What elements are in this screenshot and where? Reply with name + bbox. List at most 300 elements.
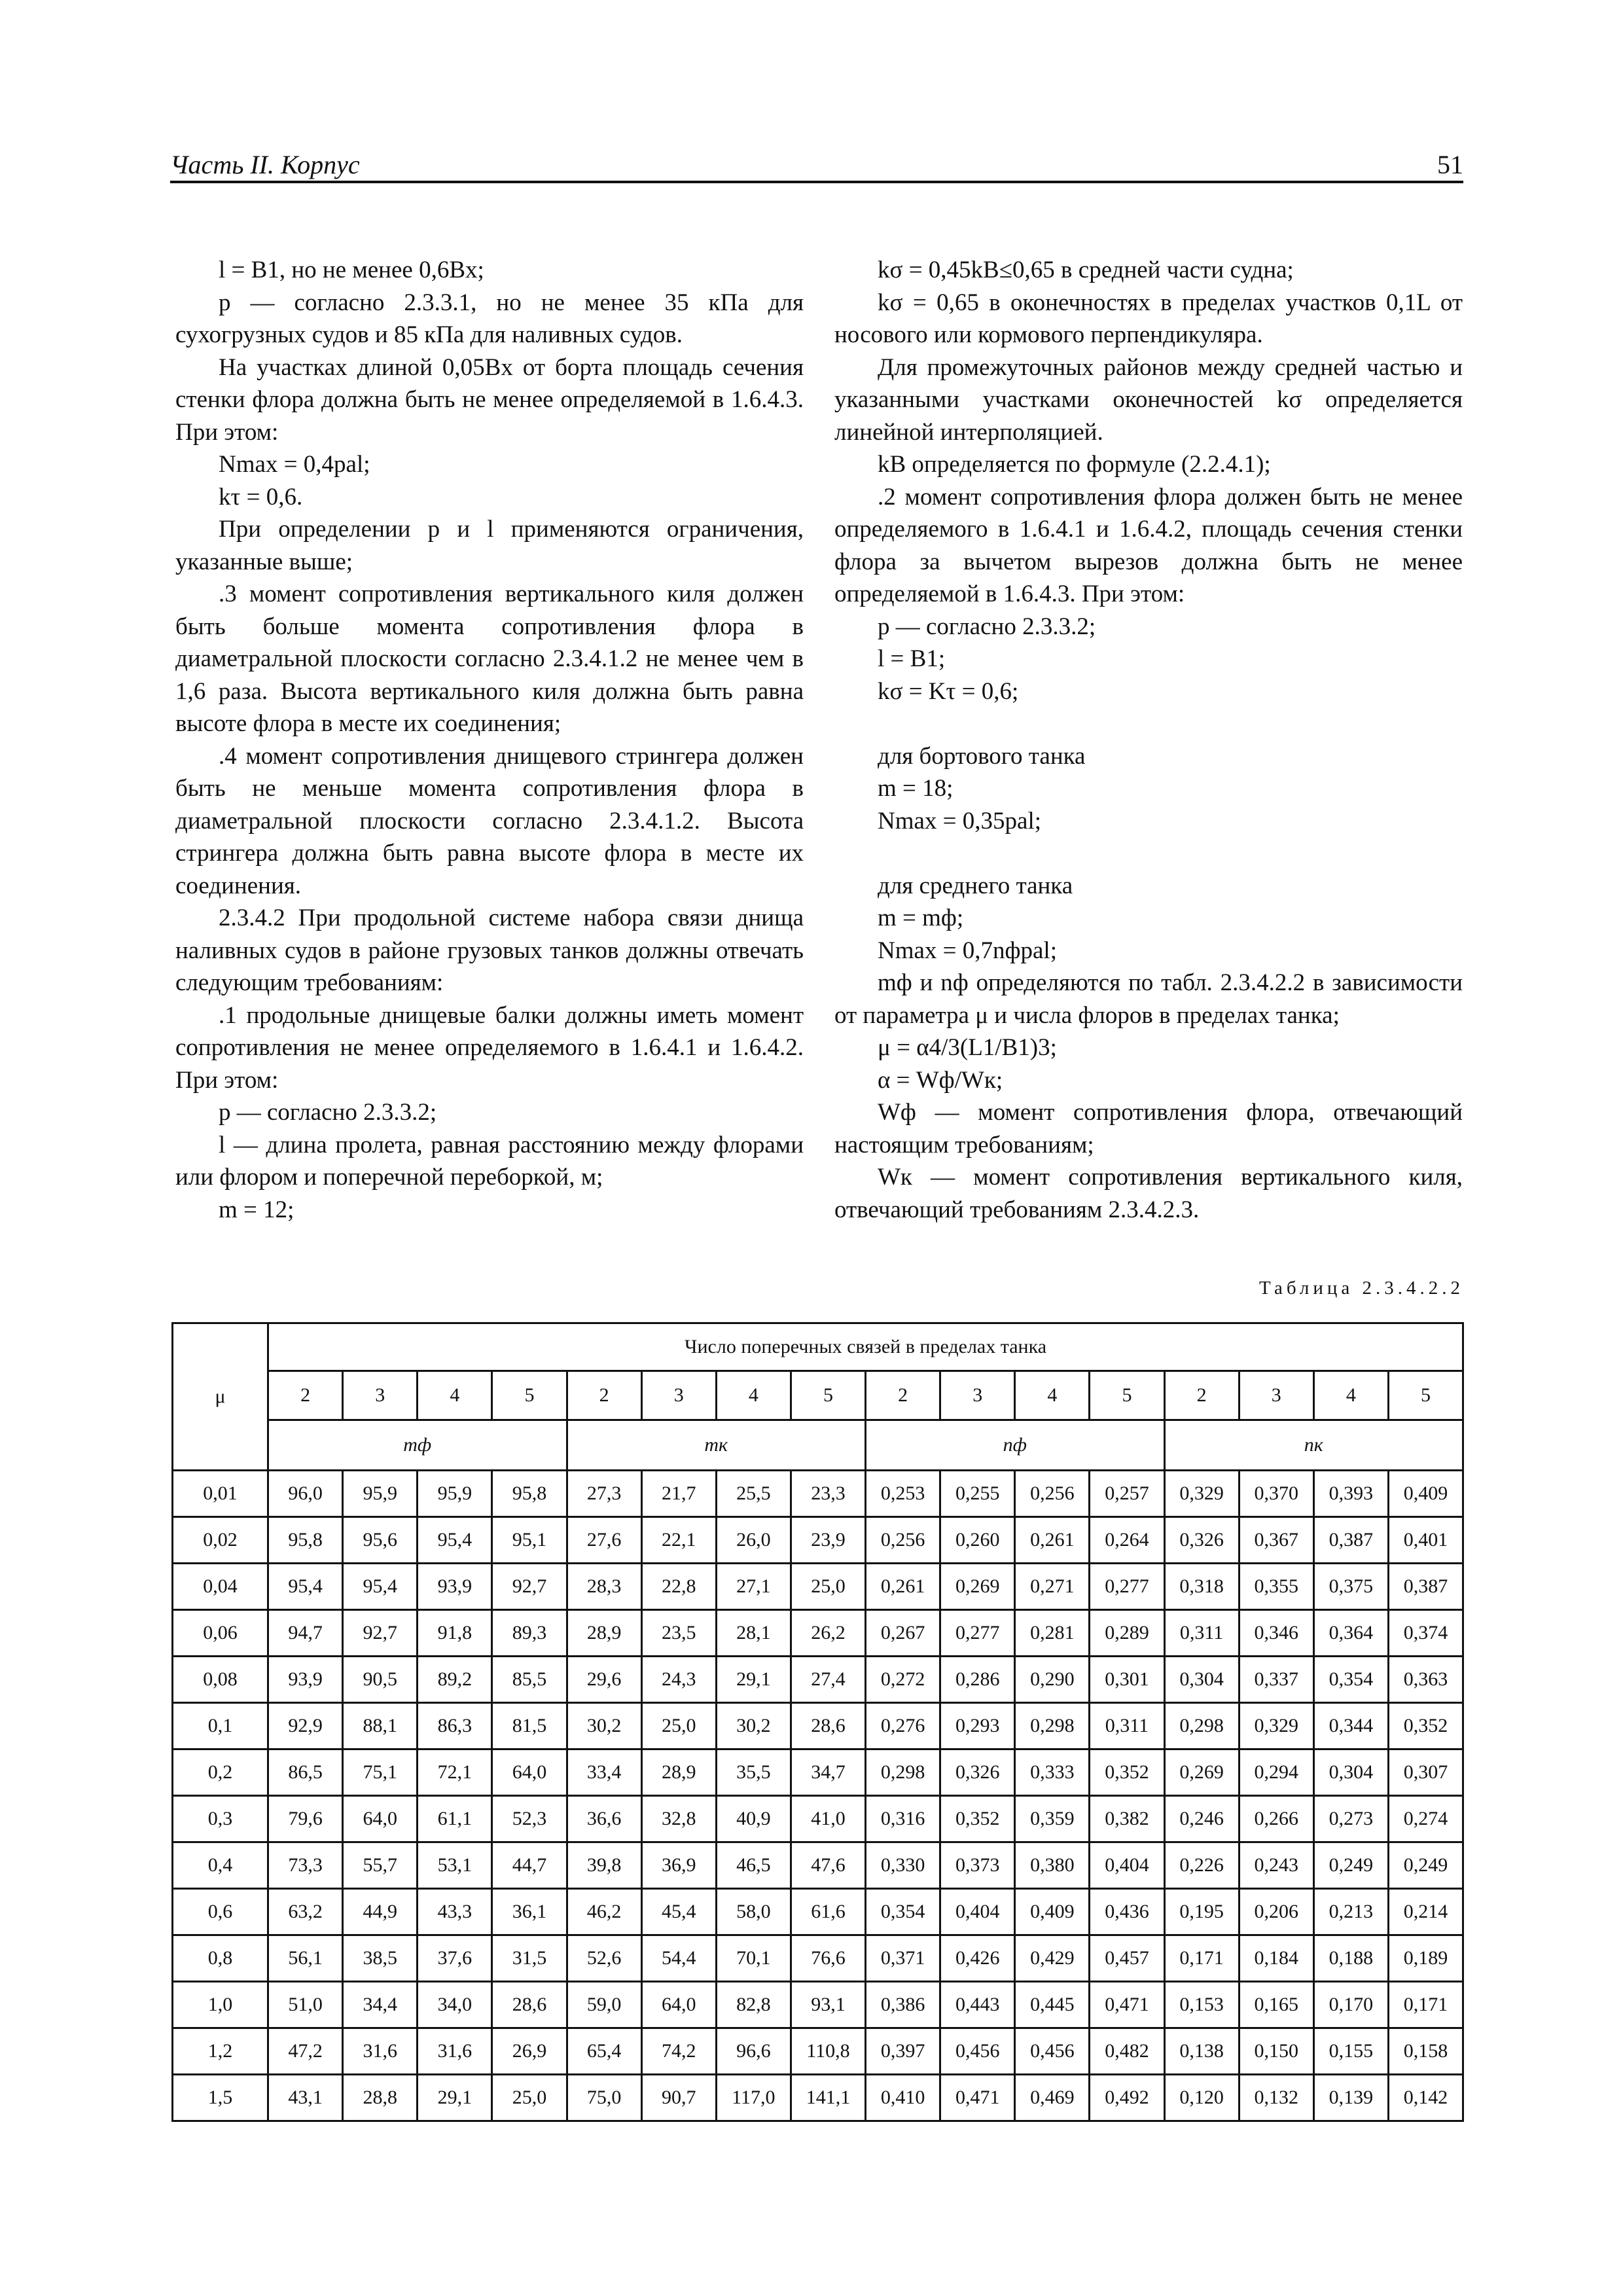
value-cell: 26,9 [492,2028,567,2075]
mu-cell: 0,3 [173,1796,268,1842]
group-header-cell: mк [567,1420,866,1471]
value-cell: 0,290 [1015,1657,1090,1703]
table-row [173,1842,1463,1889]
value-cell: 32,8 [641,1796,716,1842]
paragraph: kB определяется по формуле (2.2.4.1); [878,451,1271,478]
value-cell: 0,281 [1015,1610,1090,1657]
value-cell: 0,492 [1090,2075,1164,2121]
value-cell: 141,1 [791,2075,865,2121]
page-number: 51 [1437,150,1463,179]
value-cell: 0,311 [1090,1703,1164,1749]
value-cell: 28,8 [343,2075,418,2121]
value-cell: 65,4 [567,2028,641,2075]
value-cell: 81,5 [492,1703,567,1749]
value-cell: 0,271 [1015,1564,1090,1610]
value-cell: 0,318 [1164,1564,1239,1610]
mu-header: μ [173,1323,268,1471]
value-cell: 0,138 [1164,2028,1239,2075]
value-cell: 93,9 [418,1564,492,1610]
value-cell: 25,0 [641,1703,716,1749]
paragraph: Nmax = 0,35pal; [878,807,1042,834]
running-title: Часть II. Корпус [170,150,360,179]
value-cell: 0,482 [1090,2028,1164,2075]
paragraph: На участках длиной 0,05Bx от борта площадь сечения стенки флора должна быть не менее определяемой в 1.6.4.3. При этом: [175,353,804,446]
value-cell: 0,471 [940,2075,1015,2121]
value-cell: 0,359 [1015,1796,1090,1842]
value-cell: 34,4 [343,1982,418,2028]
value-cell: 0,471 [1090,1982,1164,2028]
table-row [173,2028,1463,2075]
value-cell: 0,246 [1164,1796,1239,1842]
value-cell: 0,410 [866,2075,940,2121]
paragraph: kσ = Kτ = 0,6; [878,677,1019,705]
value-cell: 0,139 [1313,2075,1388,2121]
value-cell: 28,9 [567,1610,641,1657]
value-cell: 23,9 [791,1517,865,1564]
value-cell: 26,2 [791,1610,865,1657]
value-cell: 0,286 [940,1657,1015,1703]
value-cell: 44,9 [343,1889,418,1935]
value-cell: 30,2 [567,1703,641,1749]
value-cell: 28,1 [716,1610,791,1657]
subheader-cell: 3 [1239,1371,1313,1420]
value-cell: 0,293 [940,1703,1015,1749]
table-row [173,1657,1463,1703]
value-cell: 61,6 [791,1889,865,1935]
table-row [173,1749,1463,1796]
value-cell: 38,5 [343,1935,418,1982]
value-cell: 0,298 [866,1749,940,1796]
value-cell: 0,243 [1239,1842,1313,1889]
value-cell: 0,214 [1388,1889,1463,1935]
paragraph: .3 момент сопротивления вертикального киля должен быть больше момента сопротивления флора в диаметральной плоскости согласно 2.3.4.1.2 не менее чем в 1,6 раза. Высота вертикального киля должна быть равна высоте флора в месте их соединения; [175,581,804,737]
value-cell: 95,8 [268,1517,343,1564]
value-cell: 0,120 [1164,2075,1239,2121]
value-cell: 0,132 [1239,2075,1313,2121]
value-cell: 0,276 [866,1703,940,1749]
value-cell: 95,9 [418,1471,492,1517]
value-cell: 0,277 [940,1610,1015,1657]
subheader-cell: 3 [641,1371,716,1420]
value-cell: 0,150 [1239,2028,1313,2075]
value-cell: 0,253 [866,1471,940,1517]
value-cell: 0,382 [1090,1796,1164,1842]
value-cell: 73,3 [268,1842,343,1889]
table-row [173,1982,1463,2028]
value-cell: 52,6 [567,1935,641,1982]
paragraph: При определении p и l применяются ограничения, указанные выше; [175,516,804,575]
mu-cell: 0,02 [173,1517,268,1564]
table-row [173,1471,1463,1517]
paragraph: p — согласно 2.3.3.2; [878,613,1096,640]
value-cell: 39,8 [567,1842,641,1889]
value-cell: 85,5 [492,1657,567,1703]
subheader-cell: 3 [940,1371,1015,1420]
value-cell: 0,387 [1388,1564,1463,1610]
subheader-cell: 4 [1313,1371,1388,1420]
value-cell: 54,4 [641,1935,716,1982]
value-cell: 0,409 [1015,1889,1090,1935]
value-cell: 27,6 [567,1517,641,1564]
table-row [173,1564,1463,1610]
value-cell: 23,5 [641,1610,716,1657]
value-cell: 0,436 [1090,1889,1164,1935]
value-cell: 22,1 [641,1517,716,1564]
mu-cell: 1,5 [173,2075,268,2121]
value-cell: 0,311 [1164,1610,1239,1657]
value-cell: 25,0 [492,2075,567,2121]
paragraph: kτ = 0,6. [219,483,303,511]
value-cell: 0,363 [1388,1657,1463,1703]
value-cell: 0,354 [1313,1657,1388,1703]
value-cell: 27,1 [716,1564,791,1610]
paragraph: kσ = 0,65 в оконечностях в пределах участков 0,1L от носового или кормового перпендикуляра. [834,289,1463,348]
value-cell: 61,1 [418,1796,492,1842]
value-cell: 0,393 [1313,1471,1388,1517]
value-cell: 95,1 [492,1517,567,1564]
table-row [173,1610,1463,1657]
subheader-cell: 3 [343,1371,418,1420]
value-cell: 0,445 [1015,1982,1090,2028]
value-cell: 0,260 [940,1517,1015,1564]
value-cell: 86,5 [268,1749,343,1796]
subheader-cell: 5 [492,1371,567,1420]
value-cell: 96,6 [716,2028,791,2075]
value-cell: 0,195 [1164,1889,1239,1935]
value-cell: 47,2 [268,2028,343,2075]
value-cell: 88,1 [343,1703,418,1749]
paragraph: m = mф; [878,905,964,931]
value-cell: 0,226 [1164,1842,1239,1889]
value-cell: 0,337 [1239,1657,1313,1703]
value-cell: 0,289 [1090,1610,1164,1657]
value-cell: 0,256 [866,1517,940,1564]
value-cell: 89,2 [418,1657,492,1703]
value-cell: 0,387 [1313,1517,1388,1564]
paragraph: l = B1, но не менее 0,6Bx; [219,257,484,283]
subheader-cell: 2 [567,1371,641,1420]
value-cell: 95,4 [268,1564,343,1610]
value-cell: 0,364 [1313,1610,1388,1657]
value-cell: 117,0 [716,2075,791,2121]
value-cell: 23,3 [791,1471,865,1517]
value-cell: 41,0 [791,1796,865,1842]
value-cell: 0,429 [1015,1935,1090,1982]
paragraph: l = B1; [878,645,946,672]
paragraph: для бортового танка [878,742,1086,770]
paragraph: Wф — момент сопротивления флора, отвечающий настоящим требованиям; [834,1099,1463,1158]
value-cell: 0,142 [1388,2075,1463,2121]
paragraph: α = Wф/Wк; [878,1066,1003,1094]
value-cell: 28,6 [492,1982,567,2028]
mu-cell: 0,4 [173,1842,268,1889]
subheader-cell: 2 [1164,1371,1239,1420]
paragraph: .2 момент сопротивления флора должен быть не менее определяемого в 1.6.4.1 и 1.6.4.2, площадь сечения стенки флора за вычетом вырезов должна быть не менее определяемой в 1.6.4.3. При этом: [834,483,1463,607]
value-cell: 0,249 [1388,1842,1463,1889]
value-cell: 95,6 [343,1517,418,1564]
value-cell: 0,267 [866,1610,940,1657]
value-cell: 52,3 [492,1796,567,1842]
paragraph: Nmax = 0,7nфpal; [878,937,1057,964]
value-cell: 0,352 [1090,1749,1164,1796]
left-column [175,254,804,1226]
value-cell: 0,206 [1239,1889,1313,1935]
value-cell: 92,7 [343,1610,418,1657]
paragraph: p — согласно 2.3.3.1, но не менее 35 кПа для сухогрузных судов и 85 кПа для наливных судов. [175,289,804,348]
mu-cell: 0,6 [173,1889,268,1935]
value-cell: 0,298 [1164,1703,1239,1749]
value-cell: 96,0 [268,1471,343,1517]
value-cell: 29,6 [567,1657,641,1703]
value-cell: 90,7 [641,2075,716,2121]
subheader-cell: 2 [866,1371,940,1420]
value-cell: 0,184 [1239,1935,1313,1982]
value-cell: 0,277 [1090,1564,1164,1610]
value-cell: 24,3 [641,1657,716,1703]
value-cell: 35,5 [716,1749,791,1796]
value-cell: 46,5 [716,1842,791,1889]
group-row [173,1420,1463,1471]
paragraph: μ = α4/3(L1/B1)3; [878,1034,1057,1061]
value-cell: 0,344 [1313,1703,1388,1749]
subheader-cell: 4 [716,1371,791,1420]
value-cell: 64,0 [492,1749,567,1796]
value-cell: 0,269 [940,1564,1015,1610]
value-cell: 31,6 [418,2028,492,2075]
value-cell: 51,0 [268,1982,343,2028]
value-cell: 0,158 [1388,2028,1463,2075]
value-cell: 0,329 [1164,1471,1239,1517]
value-cell: 79,6 [268,1796,343,1842]
value-cell: 0,261 [866,1564,940,1610]
table-row [173,2075,1463,2121]
group-header-cell: nф [866,1420,1165,1471]
paragraph: m = 18; [878,775,954,802]
value-cell: 0,355 [1239,1564,1313,1610]
coefficient-table [171,1322,1464,2122]
paragraph: .1 продольные днищевые балки должны иметь момент сопротивления не менее определяемого в 1.6.4.1 и 1.6.4.2. При этом: [175,1001,804,1094]
table-caption: Таблица 2.3.4.2.2 [1258,1278,1464,1299]
mu-cell: 0,06 [173,1610,268,1657]
value-cell: 31,6 [343,2028,418,2075]
value-cell: 93,1 [791,1982,865,2028]
paragraph: для среднего танка [878,872,1073,899]
value-cell: 36,9 [641,1842,716,1889]
value-cell: 75,0 [567,2075,641,2121]
value-cell: 0,316 [866,1796,940,1842]
value-cell: 95,9 [343,1471,418,1517]
value-cell: 0,155 [1313,2028,1388,2075]
value-cell: 27,3 [567,1471,641,1517]
value-cell: 26,0 [716,1517,791,1564]
value-cell: 29,1 [716,1657,791,1703]
value-cell: 0,269 [1164,1749,1239,1796]
mu-cell: 0,04 [173,1564,268,1610]
table-row [173,1796,1463,1842]
value-cell: 0,326 [940,1749,1015,1796]
value-cell: 0,456 [1015,2028,1090,2075]
mu-cell: 0,08 [173,1657,268,1703]
value-cell: 0,367 [1239,1517,1313,1564]
group-header-cell: nк [1164,1420,1463,1471]
value-cell: 0,371 [866,1935,940,1982]
value-cell: 0,189 [1388,1935,1463,1982]
value-cell: 0,426 [940,1935,1015,1982]
value-cell: 93,9 [268,1657,343,1703]
value-cell: 45,4 [641,1889,716,1935]
value-cell: 0,171 [1164,1935,1239,1982]
value-cell: 0,326 [1164,1517,1239,1564]
paragraph: Nmax = 0,4pal; [219,451,370,478]
value-cell: 30,2 [716,1703,791,1749]
value-cell: 0,256 [1015,1471,1090,1517]
value-cell: 89,3 [492,1610,567,1657]
value-cell: 0,456 [940,2028,1015,2075]
value-cell: 0,255 [940,1471,1015,1517]
value-cell: 82,8 [716,1982,791,2028]
value-cell: 56,1 [268,1935,343,1982]
value-cell: 63,2 [268,1889,343,1935]
value-cell: 95,8 [492,1471,567,1517]
value-cell: 92,7 [492,1564,567,1610]
value-cell: 28,6 [791,1703,865,1749]
value-cell: 21,7 [641,1471,716,1517]
value-cell: 47,6 [791,1842,865,1889]
value-cell: 0,375 [1313,1564,1388,1610]
value-cell: 0,404 [940,1889,1015,1935]
value-cell: 36,6 [567,1796,641,1842]
value-cell: 25,5 [716,1471,791,1517]
paragraph: Wк — момент сопротивления вертикального киля, отвечающий требованиям 2.3.4.2.3. [834,1164,1463,1223]
value-cell: 59,0 [567,1982,641,2028]
value-cell: 0,171 [1388,1982,1463,2028]
paragraph: kσ = 0,45kB≤0,65 в средней части судна; [878,257,1294,283]
subheader-cell: 4 [1015,1371,1090,1420]
value-cell: 74,2 [641,2028,716,2075]
value-cell: 0,409 [1388,1471,1463,1517]
mu-cell: 0,1 [173,1703,268,1749]
paragraph: p — согласно 2.3.3.2; [219,1099,437,1126]
subheader-cell: 5 [1388,1371,1463,1420]
value-cell: 0,352 [1388,1703,1463,1749]
value-cell: 37,6 [418,1935,492,1982]
group-header-cell: mф [268,1420,567,1471]
value-cell: 0,354 [866,1889,940,1935]
value-cell: 0,469 [1015,2075,1090,2121]
value-cell: 25,0 [791,1564,865,1610]
value-cell: 0,380 [1015,1842,1090,1889]
value-cell: 0,272 [866,1657,940,1703]
value-cell: 0,170 [1313,1982,1388,2028]
value-cell: 0,304 [1313,1749,1388,1796]
value-cell: 40,9 [716,1796,791,1842]
mu-cell: 1,0 [173,1982,268,2028]
subheader-cell: 5 [1090,1371,1164,1420]
value-cell: 0,301 [1090,1657,1164,1703]
value-cell: 0,386 [866,1982,940,2028]
value-cell: 0,298 [1015,1703,1090,1749]
value-cell: 94,7 [268,1610,343,1657]
table-row [173,1703,1463,1749]
paragraph: m = 12; [219,1196,294,1223]
value-cell: 92,9 [268,1703,343,1749]
value-cell: 110,8 [791,2028,865,2075]
subheader-cell: 2 [268,1371,343,1420]
value-cell: 0,261 [1015,1517,1090,1564]
paragraph: mф и nф определяются по табл. 2.3.4.2.2 в зависимости от параметра μ и числа флоров в пределах танка; [834,969,1463,1029]
value-cell: 0,374 [1388,1610,1463,1657]
value-cell: 64,0 [641,1982,716,2028]
value-cell: 0,266 [1239,1796,1313,1842]
value-cell: 34,0 [418,1982,492,2028]
right-column [834,254,1463,1226]
value-cell: 0,373 [940,1842,1015,1889]
value-cell: 0,329 [1239,1703,1313,1749]
value-cell: 36,1 [492,1889,567,1935]
value-cell: 0,352 [940,1796,1015,1842]
value-cell: 90,5 [343,1657,418,1703]
value-cell: 29,1 [418,2075,492,2121]
value-cell: 0,213 [1313,1889,1388,1935]
paragraph: 2.3.4.2 При продольной системе набора связи днища наливных судов в районе грузовых танков должны отвечать следующим требованиям: [175,905,804,996]
value-cell: 0,294 [1239,1749,1313,1796]
value-cell: 43,1 [268,2075,343,2121]
value-cell: 70,1 [716,1935,791,1982]
value-cell: 0,401 [1388,1517,1463,1564]
value-cell: 75,1 [343,1749,418,1796]
value-cell: 22,8 [641,1564,716,1610]
value-cell: 44,7 [492,1842,567,1889]
value-cell: 0,257 [1090,1471,1164,1517]
value-cell: 55,7 [343,1842,418,1889]
value-cell: 43,3 [418,1889,492,1935]
table-row [173,1517,1463,1564]
subheader-cell: 4 [418,1371,492,1420]
value-cell: 58,0 [716,1889,791,1935]
value-cell: 0,333 [1015,1749,1090,1796]
subheader-cell: 5 [791,1371,865,1420]
paragraph: Для промежуточных районов между средней частью и указанными участками оконечностей kσ определяется линейной интерполяцией. [834,353,1463,446]
value-cell: 0,457 [1090,1935,1164,1982]
value-cell: 53,1 [418,1842,492,1889]
value-cell: 0,404 [1090,1842,1164,1889]
value-cell: 0,153 [1164,1982,1239,2028]
value-cell: 27,4 [791,1657,865,1703]
subheader-row [173,1371,1463,1420]
value-cell: 0,304 [1164,1657,1239,1703]
value-cell: 28,9 [641,1749,716,1796]
value-cell: 0,443 [940,1982,1015,2028]
value-cell: 0,165 [1239,1982,1313,2028]
value-cell: 34,7 [791,1749,865,1796]
value-cell: 86,3 [418,1703,492,1749]
value-cell: 0,264 [1090,1517,1164,1564]
mu-cell: 1,2 [173,2028,268,2075]
page-header [170,148,1463,183]
span-header: Число поперечных связей в пределах танка [268,1323,1463,1371]
value-cell: 0,370 [1239,1471,1313,1517]
value-cell: 64,0 [343,1796,418,1842]
value-cell: 95,4 [418,1517,492,1564]
mu-cell: 0,8 [173,1935,268,1982]
value-cell: 0,249 [1313,1842,1388,1889]
value-cell: 0,346 [1239,1610,1313,1657]
table-row [173,1935,1463,1982]
value-cell: 0,274 [1388,1796,1463,1842]
value-cell: 33,4 [567,1749,641,1796]
value-cell: 95,4 [343,1564,418,1610]
mu-cell: 0,01 [173,1471,268,1517]
